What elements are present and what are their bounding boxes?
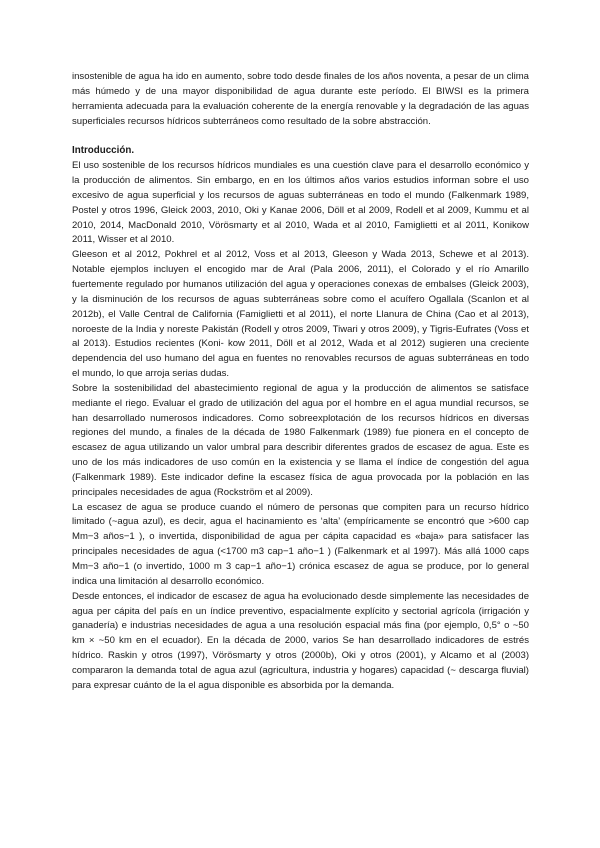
body-paragraph: El uso sostenible de los recursos hídricos mundiales es una cuestión clave para el desarrollo económico y la producción de alimentos. Sin embargo, en en los últimos años varios estudios informan sobre el uso excesivo de agua superficial y los recursos de aguas subterráneas en todo el mundo (Falkenmark 1989, Postel y otros 1996, Gleick 2003, 2010, Oki y Kanae 2006, Döll et al 2009, Rodell et al 2009, Kummu et al 2010, 2014, MacDonald 2010, Vörösmarty et al 2010, Wada et al 2010, Famiglietti et al 2011, Konikow 2011, Wisser et al 2010. (72, 160, 529, 246)
body-paragraph: La escasez de agua se produce cuando el número de personas que compiten para un recurso hídrico limitado (~agua azul), es decir, agua el hacinamiento es ‘alta’ (empíricamente se encontró que >600 cap Mm−3 años−1 ), o invertida, disponibilidad de agua per cápita capacidad es «baja» para satisfacer las principales necesidades de agua (<1700 m3 cap−1 año−1 ) (Falkenmark et al 1997). Más allá 1000 caps Mm−3 año−1 (o invertido, 1000 m 3 cap−1 año−1) crónica escasez de agua se produce, por lo general indica una limitación al desarrollo económico. (72, 501, 529, 587)
paragraph-spacer (72, 129, 529, 144)
body-paragraph: Desde entonces, el indicador de escasez de agua ha evolucionado desde simplemente las necesidades de agua per cápita del país en un índice preventivo, espacialmente explícito y sectorial agrícola (irrigación y ganadería) e industrias necesidades de agua a una resolución espacial más fina (por ejemplo, 0,5° o ~50 km × ~50 km en el ecuador). En la década de 2000, varios Se han desarrollado indicadores de estrés hídrico. Raskin y otros (1997), Vörösmarty y otros (2000b), Oki y otros (2001), y Alcamo et al (2003) compararon la demanda total de agua azul (agricultura, industria y hogares) capacidad (~ descarga fluvial) para expresar cuánto de la el agua disponible es absorbida por la demanda. (72, 590, 529, 691)
body-paragraph: Gleeson et al 2012, Pokhrel et al 2012, Voss et al 2013, Gleeson y Wada 2013, Schewe et al 2013). Notable ejemplos incluyen el encogido mar de Aral (Pala 2006, 2011), el Colorado y el río Amarillo fuertemente regulado por humanos utilización del agua y operaciones conexas de embalses (Gleick 2003), y la disminución de los recursos de aguas subterráneas sobre como el acuífero Ogallala (Scanlon et al 2012b), el Valle Central de California (Famiglietti et al 2011), el norte Llanura de China (Cao et al 2013), noroeste de la India y noreste Pakistán (Rodell y otros 2009, Tiwari y otros 2009), y Tigris-Eufrates (Voss et al 2013). Estudios recientes (Koni- kow 2011, Döll et al 2012, Wada et al 2012) sugieren una creciente dependencia del uso humano del agua en fuentes no renovables recursos de aguas subterráneas en todo el mundo, lo que arroja serias dudas. (72, 249, 529, 380)
body-paragraph: Sobre la sostenibilidad del abastecimiento regional de agua y la producción de alimentos se satisface mediante el riego. Evaluar el grado de utilización del agua por el hombre en el agua mundial recursos, se han desarrollado numerosos indicadores. Como sobreexplotación de los recursos hídricos en diversas regiones del mundo, a finales de la década de 1980 Falkenmark (1989) fue pionera en el concepto de escasez de agua utilizando un valor umbral para describir diferentes grados de escasez de agua. Este es uno de los más indicadores de uso común en la existencia y se llama el índice de congestión del agua (Falkenmark 1989). Este indicador define la escasez física de agua provocada por la población en las principales necesidades de agua (Rockström et al 2009). (72, 382, 529, 498)
intro-fragment-paragraph: insostenible de agua ha ido en aumento, sobre todo desde finales de los años noventa, a pesar de un clima más húmedo y de una mayor disponibilidad de agua durante este período. El BIWSI es la primera herramienta adecuada para la evaluación coherente de la energía renovable y la degradación de las aguas superficiales recursos hídricos subterráneos como resultado de la sobre abstracción. (72, 71, 529, 127)
document-page (72, 70, 529, 694)
section-heading: Introducción. (72, 145, 135, 157)
